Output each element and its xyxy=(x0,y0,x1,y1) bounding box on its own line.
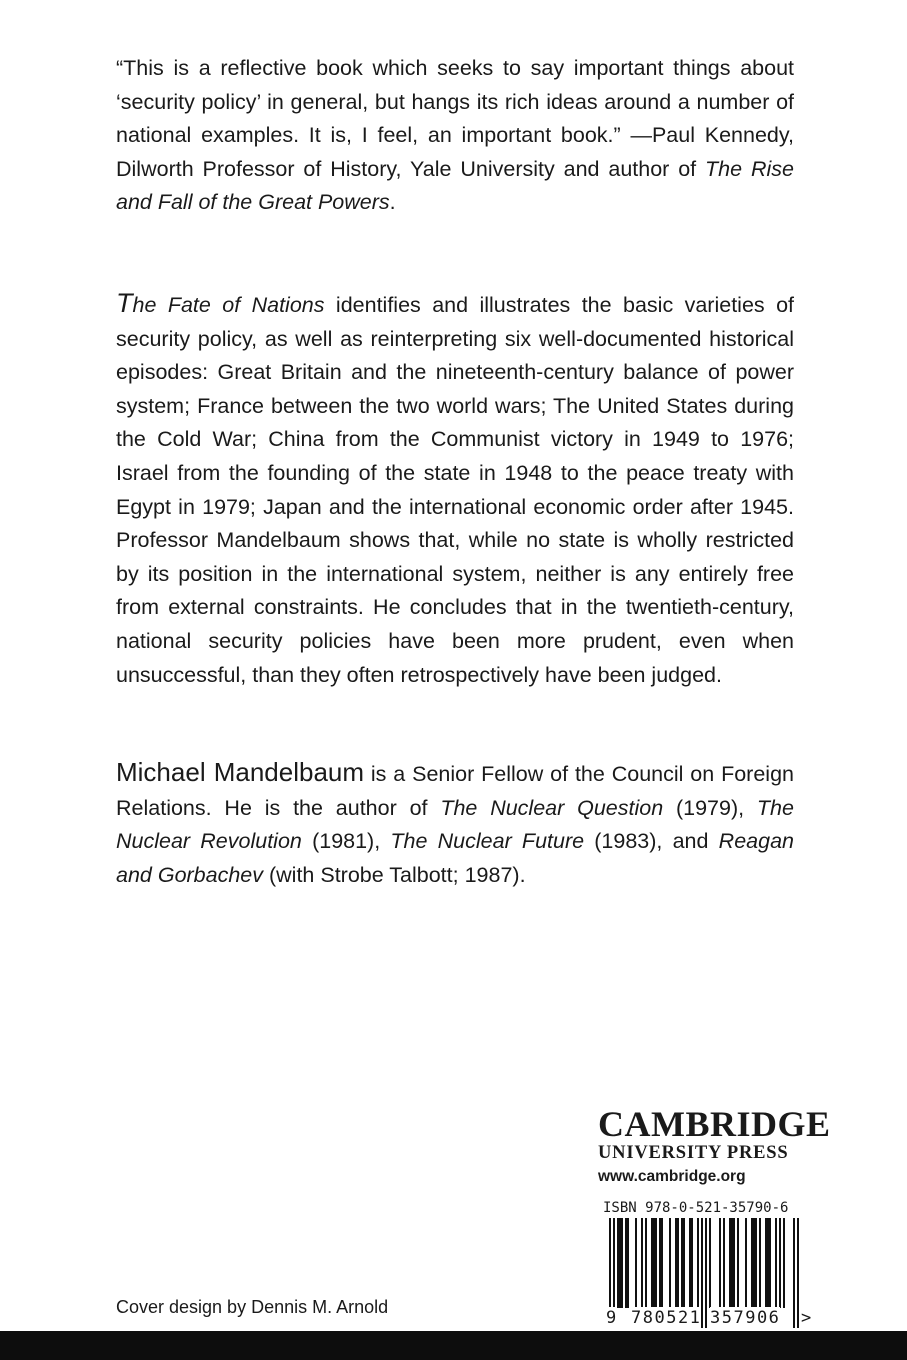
publisher-name: CAMBRIDGE xyxy=(598,1104,831,1144)
bio-book-2: The Nuclear Revolution xyxy=(116,795,794,854)
barcode-bar xyxy=(719,1218,721,1308)
book-description xyxy=(116,287,794,692)
bio-text-3: (1981), xyxy=(301,829,391,854)
barcode-bar xyxy=(621,1218,623,1308)
barcode-bar xyxy=(635,1218,637,1308)
description-lead-letter: T xyxy=(116,288,133,318)
barcode-bar xyxy=(619,1218,621,1308)
quote-attribution: —Paul Kennedy, Dilworth Professor of History, Yale University and author of xyxy=(116,123,794,181)
quote-source-end: . xyxy=(389,190,396,215)
barcode-bar xyxy=(675,1218,677,1308)
barcode-bar xyxy=(753,1218,755,1308)
bio-text-1: is a Senior Fellow of the Council on Foreign Relations. He is the author of xyxy=(116,762,794,820)
barcode-bar xyxy=(617,1218,619,1308)
barcode-group-right: 357906 xyxy=(710,1308,781,1328)
barcode-bar xyxy=(765,1218,767,1308)
bio-text-5: (with Strobe Talbott; 1987). xyxy=(263,862,526,887)
barcode-bar xyxy=(627,1218,629,1308)
bio-book-1: The Nuclear Question xyxy=(440,795,664,820)
barcode-bar xyxy=(731,1218,733,1308)
barcode-bar xyxy=(625,1218,627,1308)
barcode-bar xyxy=(677,1218,679,1308)
barcode-bar xyxy=(737,1218,739,1308)
bio-book-3: The Nuclear Future xyxy=(390,829,585,854)
barcode-bar xyxy=(641,1218,643,1308)
barcode-bar xyxy=(729,1218,731,1308)
barcode-bar xyxy=(751,1218,753,1308)
barcode-bar xyxy=(689,1218,691,1308)
barcode-bar xyxy=(681,1218,683,1308)
barcode-digits xyxy=(598,1307,810,1331)
barcode-bar xyxy=(653,1218,655,1308)
bio-text-4: (1983), and xyxy=(584,829,719,854)
barcode-bar xyxy=(661,1218,663,1308)
barcode-bar xyxy=(759,1218,761,1308)
barcode-bar xyxy=(651,1218,653,1308)
barcode-bar xyxy=(733,1218,735,1308)
barcode-bar xyxy=(755,1218,757,1308)
description-text: identifies and illustrates the basic varieties of security policy, as well as reinterpreting six well-documented historical episodes: Great Britain and the nineteenth-century balance of power system; France between the two world wars; The United States during the Cold War; China from the Communist victory in 1949 to 1976; Israel from the founding of the state in 1948 to the peace treaty with Egypt in 1979; Japan and the international economic order after 1945. Professor Mandelbaum shows that, while no state is wholly restricted by its position in the international system, neither is any entirely free from external constraints. He concludes that in the twentieth-century, national security policies have been more prudent, even when unsuccessful, than they often retrospectively have been judged. xyxy=(116,293,795,687)
endorsement-quote xyxy=(116,52,794,220)
barcode-bar xyxy=(683,1218,685,1308)
barcode-bar xyxy=(669,1218,671,1308)
barcode-bar xyxy=(779,1218,781,1308)
quote-source-title: The Rise and Fall of the Great Powers xyxy=(116,156,794,215)
barcode-end-mark: > xyxy=(801,1308,812,1328)
barcode-bar xyxy=(775,1218,777,1308)
description-title: he Fate of Nations xyxy=(132,293,325,317)
barcode-bar xyxy=(645,1218,647,1308)
barcode-bar xyxy=(745,1218,747,1308)
barcode-bar xyxy=(691,1218,693,1308)
barcode-bar xyxy=(723,1218,725,1308)
barcode-bar xyxy=(655,1218,657,1308)
publisher-url: www.cambridge.org xyxy=(598,1168,746,1185)
bio-book-4: Reagan and Gorbachev xyxy=(116,829,794,887)
barcode-first-digit: 9 xyxy=(606,1308,617,1328)
barcode-bar xyxy=(697,1218,699,1308)
bio-text-2: (1979), xyxy=(663,795,757,820)
barcode-bar xyxy=(783,1218,785,1308)
barcode-bar xyxy=(769,1218,771,1308)
quote-text: “This is a reflective book which seeks to say important things about ‘security policy’ in general, but hangs its rich ideas around a number of national examples. It is, I feel, an important book.” xyxy=(116,56,794,148)
cover-credit: Cover design by Dennis M. Arnold xyxy=(116,1297,389,1317)
barcode-bar xyxy=(767,1218,769,1308)
isbn-label: ISBN 978-0-521-35790-6 xyxy=(603,1200,789,1216)
publisher-subtitle: UNIVERSITY PRESS xyxy=(598,1143,789,1163)
barcode-bar xyxy=(659,1218,661,1308)
barcode-bar xyxy=(709,1218,711,1308)
barcode-group-left: 780521 xyxy=(631,1308,702,1328)
author-name: Michael Mandelbaum xyxy=(116,757,365,787)
bottom-edge-bar xyxy=(0,1331,907,1360)
author-bio xyxy=(116,756,794,892)
